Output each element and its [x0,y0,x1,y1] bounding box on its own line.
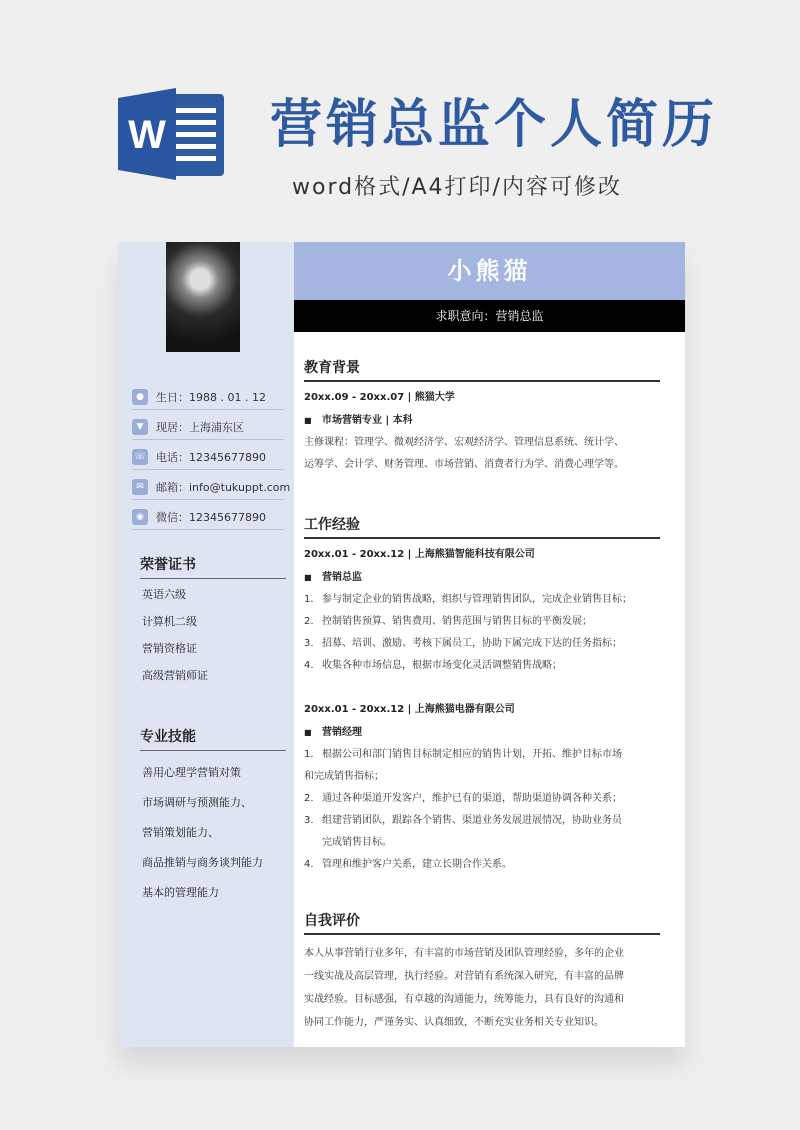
resume-name: 小熊猫 [294,242,685,300]
self-eval-heading: 自我评价 [304,910,660,935]
svg-text:W: W [128,113,166,157]
person-icon: ● [132,389,148,405]
honor-item: 高级营销师证 [142,669,208,682]
job-duty: 3. 招募、培训、激励、考核下属员工，协助下属完成下达的任务指标； [304,638,622,649]
job-duty: 完成销售目标。 [322,837,392,848]
skill-item: 基本的管理能力 [142,886,219,899]
page-title: 营销总监个人简历 [270,95,719,155]
work-heading: 工作经验 [304,514,660,539]
job-role: ■ 营销经理 [304,727,362,738]
mail-icon: ✉ [132,479,148,495]
contact-text: 现居：上海浦东区 [156,420,244,434]
contact-text: 电话：12345677890 [156,450,266,464]
education-courses: 运筹学、会计学、财务管理、市场营销、消费者行为学、消费心理学等。 [304,459,624,470]
phone-icon: ☏ [132,449,148,465]
word-document-icon [118,84,224,184]
honor-item: 营销资格证 [142,642,197,655]
job-duty: 2. 通过各种渠道开发客户，维护已有的渠道，帮助渠道协调各种关系； [304,793,622,804]
self-eval-line: 实战经验。目标感强，有卓越的沟通能力，统筹能力，具有良好的沟通和 [304,994,624,1005]
location-icon: ▼ [132,419,148,435]
honors-list [142,586,208,694]
education-courses: 主修课程：管理学、微观经济学、宏观经济学、管理信息系统、统计学、 [304,437,624,448]
job-duty: 4. 管理和维护客户关系，建立长期合作关系。 [304,859,512,870]
resume-sidebar [118,242,294,1047]
contact-email [132,474,291,500]
skills-list [142,764,263,914]
education-major: ■ 市场营销专业 | 本科 [304,415,413,426]
page-subtitle: word格式/A4打印/内容可修改 [292,175,622,200]
skill-item: 营销策划能力、 [142,826,219,839]
profile-photo [166,242,240,352]
skill-item: 市场调研与预测能力、 [142,796,252,809]
job-duty: 4. 收集各种市场信息，根据市场变化灵活调整销售战略； [304,660,562,671]
self-eval-line: 一线实战及高层管理，执行经验。对营销有系统深入研究，有丰富的品牌 [304,971,624,982]
job-period: 20xx.01 - 20xx.12 | 上海熊猫电器有限公司 [304,704,515,715]
wechat-icon: ◉ [132,509,148,525]
contact-birthday [132,384,284,410]
job-duty: 3. 组建营销团队，跟踪各个销售、渠道业务发展进展情况，协助业务员 [304,815,622,826]
job-duty: 1. 根据公司和部门销售目标制定相应的销售计划，开拓、维护目标市场 [304,749,622,760]
job-duty: 和完成销售指标； [304,771,384,782]
contact-text: 微信：12345677890 [156,510,266,524]
skill-item: 善用心理学营销对策 [142,766,241,779]
self-eval-line: 协同工作能力，严谨务实、认真细致，不断充实业务相关专业知识。 [304,1017,604,1028]
job-role: ■ 营销总监 [304,572,362,583]
self-eval-line: 本人从事营销行业多年，有丰富的市场营销及团队管理经验，多年的企业 [304,948,624,959]
resume-page [118,242,685,1047]
honor-item: 计算机二级 [142,615,197,628]
education-heading: 教育背景 [304,357,660,382]
contact-wechat [132,504,284,530]
contact-phone [132,444,284,470]
honors-heading: 荣誉证书 [140,554,286,579]
education-period: 20xx.09 - 20xx.07 | 熊猫大学 [304,392,455,403]
contact-info-list [132,384,291,534]
skills-heading: 专业技能 [140,726,286,751]
job-intent: 求职意向：营销总监 [294,300,685,332]
job-duty: 2. 控制销售预算、销售费用、销售范围与销售目标的平衡发展； [304,616,592,627]
skill-item: 商品推销与商务谈判能力 [142,856,263,869]
contact-text: 生日：1988 . 01 . 12 [156,390,266,404]
job-duty: 1. 参与制定企业的销售战略，组织与管理销售团队，完成企业销售目标； [304,594,632,605]
contact-residence [132,414,284,440]
job-period: 20xx.01 - 20xx.12 | 上海熊猫智能科技有限公司 [304,549,535,560]
contact-text: 邮箱：info@tukuppt.com [156,480,291,494]
honor-item: 英语六级 [142,588,186,601]
